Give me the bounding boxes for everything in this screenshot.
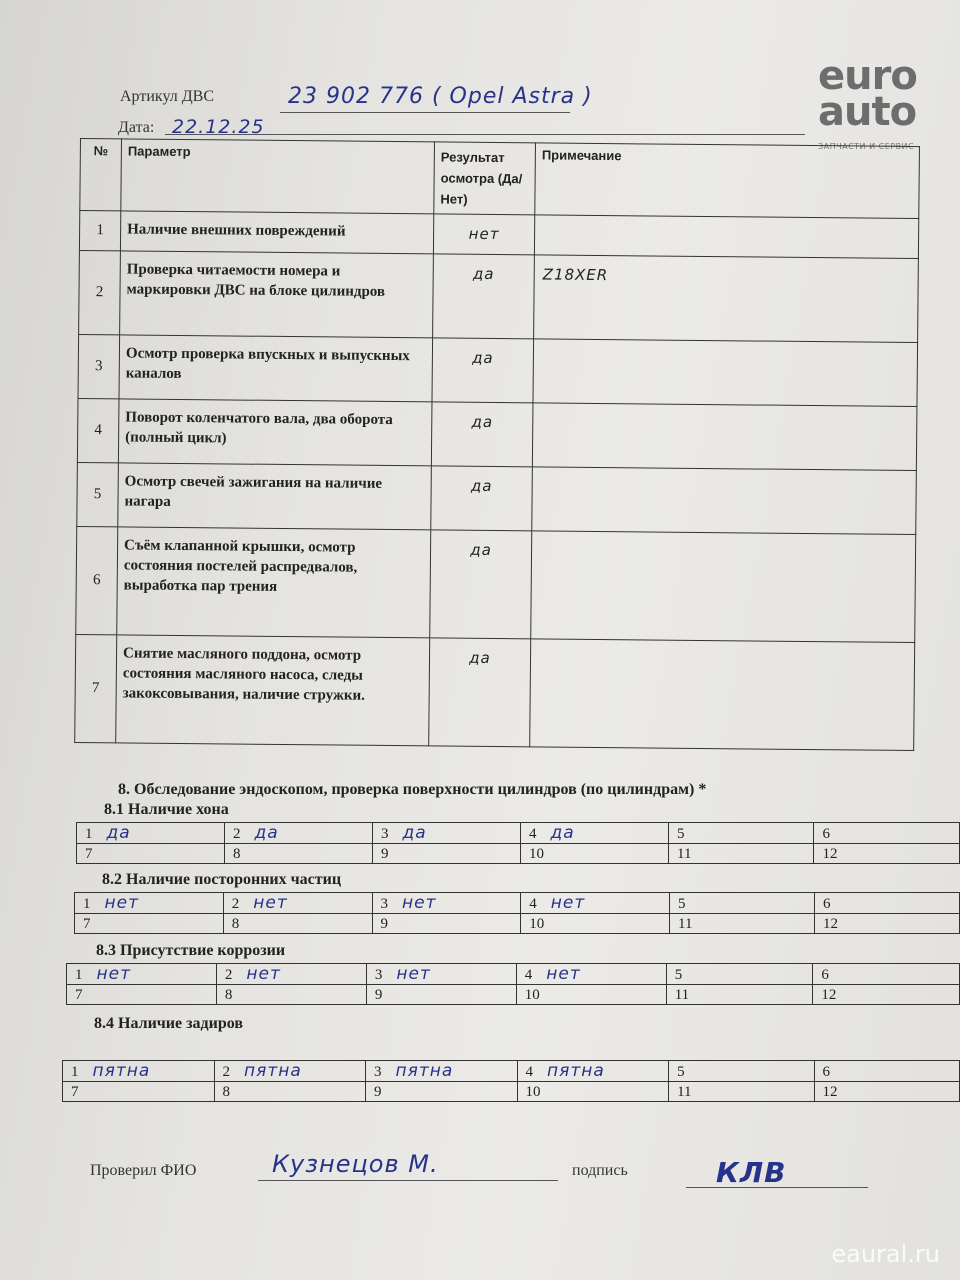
cell-value: нет (96, 964, 131, 984)
cell-num: 1 (83, 896, 91, 912)
cell-value: пятна (547, 1061, 605, 1081)
grid-cell (521, 844, 669, 864)
grid-cell (372, 893, 521, 914)
signature-label: подпись (572, 1162, 628, 1179)
row-note (533, 339, 918, 407)
cell-num: 2 (222, 1064, 231, 1080)
cell-num: 12 (822, 916, 838, 932)
table-row (76, 526, 916, 642)
cell-num: 5 (674, 967, 683, 983)
cell-num: 2 (233, 826, 241, 842)
cell-value: нет (246, 964, 281, 984)
cell-value: пятна (395, 1061, 454, 1081)
checked-by-value: Кузнецов М. (272, 1150, 439, 1178)
grid-cell (813, 964, 960, 985)
cell-num: 9 (380, 916, 388, 932)
grid-cell (214, 1082, 366, 1102)
grid-cell (366, 964, 516, 985)
cell-num: 1 (85, 826, 93, 842)
grid-cell (814, 844, 960, 864)
grid-cell (223, 914, 372, 934)
cell-num: 8 (222, 1084, 231, 1100)
cylinder-grid-8-4 (62, 1060, 960, 1102)
logo-line-1: euro (818, 53, 917, 99)
grid-cell (214, 1061, 366, 1082)
cell-value: да (402, 823, 427, 843)
grid-cell (666, 985, 813, 1005)
cell-num: 4 (524, 967, 533, 983)
cell-value: нет (104, 893, 139, 913)
grid-cell (75, 914, 224, 934)
row-num: 3 (78, 334, 120, 398)
grid-row (75, 893, 960, 914)
grid-cell (77, 844, 225, 864)
cell-num: 3 (381, 826, 389, 842)
row-result: да (432, 338, 534, 403)
cell-value: да (106, 823, 131, 843)
cell-num: 8 (224, 987, 233, 1003)
article-value: 23 902 776 ( Opel Astra ) (288, 84, 593, 109)
cell-num: 6 (822, 826, 830, 842)
cell-num: 10 (529, 916, 545, 932)
inspection-table (74, 138, 920, 751)
cylinder-grid-8-1 (76, 822, 960, 864)
grid-cell (517, 1082, 669, 1102)
cell-num: 9 (381, 846, 389, 862)
grid-cell (372, 914, 521, 934)
article-underline (280, 112, 570, 113)
cell-num: 2 (224, 967, 233, 983)
cell-num: 7 (83, 916, 91, 932)
grid-row (77, 844, 960, 864)
cell-value: нет (396, 964, 431, 984)
grid-cell (373, 823, 521, 844)
cell-value: пятна (244, 1061, 302, 1081)
cell-num: 4 (529, 826, 537, 842)
grid-cell (63, 1061, 215, 1082)
grid-cell (373, 844, 521, 864)
cell-value: пятна (92, 1061, 151, 1081)
grid-cell (75, 893, 224, 914)
row-num: 5 (77, 462, 119, 526)
grid-cell (814, 1082, 959, 1102)
grid-cell (225, 844, 373, 864)
grid-cell (669, 823, 814, 844)
grid-cell (814, 823, 960, 844)
grid-cell (516, 964, 666, 985)
checked-by-underline (258, 1180, 558, 1181)
grid-cell (813, 985, 960, 1005)
grid-cell (521, 893, 670, 914)
grid-cell (814, 914, 959, 934)
grid-cell (63, 1082, 215, 1102)
grid-row (63, 1082, 960, 1102)
cell-num: 10 (529, 846, 544, 862)
grid-cell (670, 914, 815, 934)
row-num: 1 (79, 211, 120, 251)
cell-num: 12 (822, 846, 838, 862)
grid-cell (814, 1061, 959, 1082)
row-num: 7 (75, 634, 117, 742)
cell-value: да (550, 823, 575, 843)
header-note: Примечание (535, 143, 920, 219)
grid-cell (669, 1061, 814, 1082)
logo-line-2: auto (818, 89, 917, 135)
cell-num: 8 (231, 916, 240, 932)
table-row (77, 462, 917, 534)
row-param: Проверка читаемости номера и маркировки ДВС на блоке цилиндров (120, 251, 434, 338)
table-row (79, 250, 919, 342)
row-param: Съём клапанной крышки, осмотр состояния постелей распредвалов, выработка пар трения (117, 527, 431, 638)
row-param: Осмотр проверка впускных и выпускных каналов (119, 335, 433, 402)
row-result: нет (433, 214, 534, 255)
grid-cell (666, 964, 813, 985)
grid-cell (366, 1061, 518, 1082)
grid-cell (521, 823, 669, 844)
cell-num: 6 (822, 1064, 831, 1080)
grid-cell (670, 893, 815, 914)
cell-num: 3 (374, 967, 383, 983)
grid-cell (366, 1082, 518, 1102)
cell-num: 3 (380, 896, 388, 912)
row-param: Поворот коленчатого вала, два оборота (полный цикл) (118, 399, 432, 466)
cell-num: 12 (822, 1084, 838, 1100)
header-num: № (80, 139, 122, 211)
grid-cell (77, 823, 225, 844)
grid-row (67, 985, 960, 1005)
cylinder-grid-8-2 (74, 892, 960, 934)
subsection-title: 8.3 Присутствие коррозии (96, 942, 286, 959)
cell-num: 6 (822, 896, 831, 912)
grid-row (63, 1061, 960, 1082)
table-row (77, 398, 917, 470)
cell-num: 4 (529, 896, 537, 912)
subsection-title: 8.2 Наличие посторонних частиц (102, 871, 342, 888)
cell-num: 12 (821, 987, 837, 1003)
watermark: eaural.ru (831, 1240, 940, 1268)
cell-num: 4 (525, 1064, 534, 1080)
row-note (530, 639, 915, 751)
cell-value: нет (253, 893, 288, 913)
checked-by-label: Проверил ФИО (90, 1162, 197, 1179)
row-num: 6 (76, 526, 118, 634)
grid-cell (216, 964, 366, 985)
table-row (75, 634, 915, 750)
cell-num: 11 (678, 916, 693, 932)
cell-num: 8 (233, 846, 241, 862)
cell-num: 11 (677, 1084, 692, 1100)
cell-value: да (254, 823, 279, 843)
cell-num: 7 (75, 987, 83, 1003)
cell-value: нет (402, 893, 437, 913)
row-num: 4 (77, 398, 119, 462)
cell-num: 7 (85, 846, 93, 862)
grid-row (75, 914, 960, 934)
row-result: да (431, 466, 533, 531)
cell-num: 1 (75, 967, 83, 983)
grid-cell (67, 964, 217, 985)
row-param: Снятие масляного поддона, осмотр состояния масляного насоса, следы закоксовывания, наличие стружки. (116, 635, 430, 746)
cell-value: нет (546, 964, 581, 984)
row-note: Z18XER (534, 255, 919, 343)
cell-num: 10 (525, 1084, 541, 1100)
cell-num: 5 (677, 1064, 685, 1080)
grid-cell (516, 985, 666, 1005)
subsection-title: 8.4 Наличие задиров (94, 1015, 244, 1032)
row-note (534, 215, 918, 259)
grid-row (67, 964, 960, 985)
grid-cell (669, 1082, 814, 1102)
cell-value: нет (550, 893, 586, 913)
table-header-row (80, 139, 920, 219)
row-result: да (433, 254, 535, 339)
grid-cell (814, 893, 959, 914)
date-label: Дата: (118, 119, 155, 136)
logo-tagline: ЗАПЧАСТИ И СЕРВИС (818, 142, 915, 151)
date-value: 22.12.25 (172, 116, 265, 138)
cell-num: 6 (821, 967, 829, 983)
row-param: Наличие внешних повреждений (120, 211, 433, 254)
cell-num: 7 (71, 1084, 79, 1100)
signature: КЛВ (716, 1156, 787, 1189)
grid-cell (223, 893, 372, 914)
cell-num: 3 (374, 1064, 382, 1080)
grid-cell (366, 985, 516, 1005)
cell-num: 2 (231, 896, 240, 912)
row-result: да (431, 402, 533, 467)
row-note (531, 531, 916, 643)
grid-cell (216, 985, 366, 1005)
cell-num: 5 (677, 826, 685, 842)
header-result: Результат осмотра (Да/Нет) (434, 142, 536, 215)
subsection-title: 8.1 Наличие хона (104, 801, 229, 818)
row-num: 2 (79, 250, 121, 334)
cylinder-grid-8-3 (66, 963, 960, 1005)
cell-num: 11 (674, 987, 690, 1003)
grid-cell (225, 823, 373, 844)
section-8-title: 8. Обследование эндоскопом, проверка поверхности цилиндров (по цилиндрам) * (118, 781, 707, 798)
grid-cell (669, 844, 814, 864)
cell-num: 5 (678, 896, 686, 912)
row-result: да (430, 530, 532, 639)
cell-num: 1 (71, 1064, 79, 1080)
grid-cell (517, 1061, 669, 1082)
header-param: Параметр (121, 139, 435, 214)
row-result: да (429, 638, 531, 747)
table-row (78, 334, 918, 406)
euroauto-logo (818, 53, 928, 151)
grid-row (77, 823, 960, 844)
cell-num: 9 (374, 987, 383, 1003)
cell-num: 11 (677, 846, 692, 862)
article-label: Артикул ДВС (120, 88, 214, 105)
cell-num: 9 (374, 1084, 382, 1100)
row-param: Осмотр свечей зажигания на наличие нагара (118, 463, 432, 530)
row-note (532, 467, 917, 535)
grid-cell (67, 985, 217, 1005)
cell-num: 10 (524, 987, 540, 1003)
row-note (532, 403, 917, 471)
grid-cell (521, 914, 670, 934)
